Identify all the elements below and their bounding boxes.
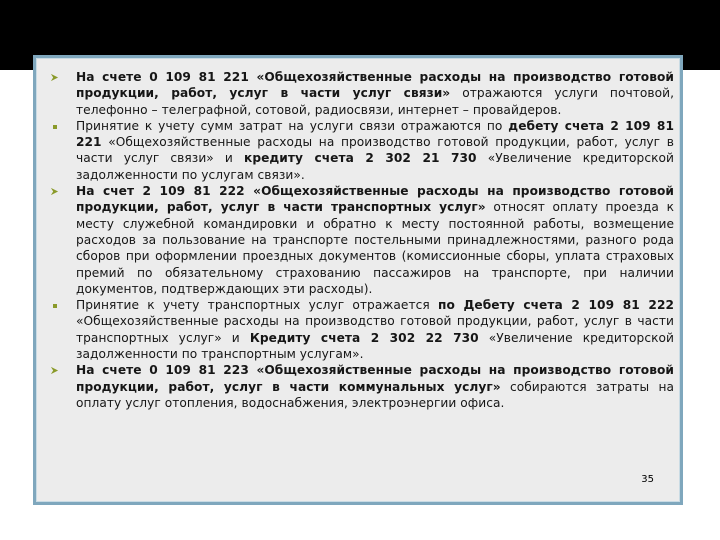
page-number: 35 bbox=[641, 474, 654, 485]
bold-text-run: дебету счета 2 109 81 221 bbox=[76, 118, 674, 150]
text-run: собираются затраты на оплату услуг отопления, водоснабжения, электроэнергии офиса. bbox=[76, 379, 674, 410]
text-run: «Общехозяйственные расходы на производство готовой продукции, работ, услуг в части транспортных услуг» и bbox=[76, 314, 674, 345]
bullet-text bbox=[76, 362, 674, 411]
text-run: Принятие к учету транспортных услуг отражается bbox=[76, 298, 438, 313]
bold-text-run: Кредиту счета 2 302 22 730 bbox=[249, 330, 479, 345]
bullet-text bbox=[76, 183, 674, 297]
slide-frame bbox=[33, 55, 683, 505]
bullet-item bbox=[46, 183, 674, 297]
bullet-item bbox=[46, 362, 674, 411]
bold-text-run: На счете 0 109 81 223 «Общехозяйственные расходы на производство готовой продукции, работ, услуг в части коммунальных услуг» bbox=[76, 363, 674, 394]
bullet-item bbox=[46, 118, 674, 183]
bold-text-run: На счете 0 109 81 221 «Общехозяйственные расходы на производство готовой продукции, работ, услуг в части услуг связи» bbox=[76, 70, 674, 101]
text-run: отражаются услуги почтовой, телефонно – телеграфной, сотовой, радиосвязи, интернет – провайдеров. bbox=[76, 86, 674, 117]
square-bullet-icon bbox=[53, 304, 57, 308]
bullet-text bbox=[76, 297, 674, 362]
bold-text-run: по Дебету счета 2 109 81 222 bbox=[438, 298, 674, 313]
bullet-text bbox=[76, 118, 674, 183]
bold-text-run: кредиту счета 2 302 21 730 bbox=[244, 151, 477, 166]
text-run: «Увеличение кредиторской задолженности по услугам связи». bbox=[76, 151, 674, 182]
text-run: относят оплату проезда к месту служебной командировки и обратно к месту постоянной работы, возмещение расходов за пользование на транспорте постельными принадлежностями, разного рода сборов при оформлении проездных документов (комиссионные сборы, уплата страховых премий по обязательному страхованию пассажиров на транспорте, при наличии документов, подтверждающих эти расходы). bbox=[76, 200, 674, 296]
bullet-item bbox=[46, 69, 674, 118]
arrow-bullet-icon bbox=[50, 73, 59, 82]
arrow-bullet-icon bbox=[50, 366, 59, 375]
text-run: Принятие к учету сумм затрат на услуги связи отражаются по bbox=[76, 118, 509, 133]
square-bullet-icon bbox=[53, 125, 57, 129]
bullet-text bbox=[76, 69, 674, 118]
bold-text-run: На счет 2 109 81 222 «Общехозяйственные расходы на производство готовой продукции, работ, услуг в части транспортных услуг» bbox=[76, 184, 674, 215]
text-run: «Общехозяйственные расходы на производство готовой продукции, работ, услуг в части услуг связи» и bbox=[76, 135, 674, 166]
arrow-bullet-icon bbox=[50, 187, 59, 196]
text-run: «Увеличение кредиторской задолженности по транспортным услугам». bbox=[76, 330, 674, 362]
bullet-list bbox=[46, 69, 674, 411]
bullet-item bbox=[46, 297, 674, 362]
